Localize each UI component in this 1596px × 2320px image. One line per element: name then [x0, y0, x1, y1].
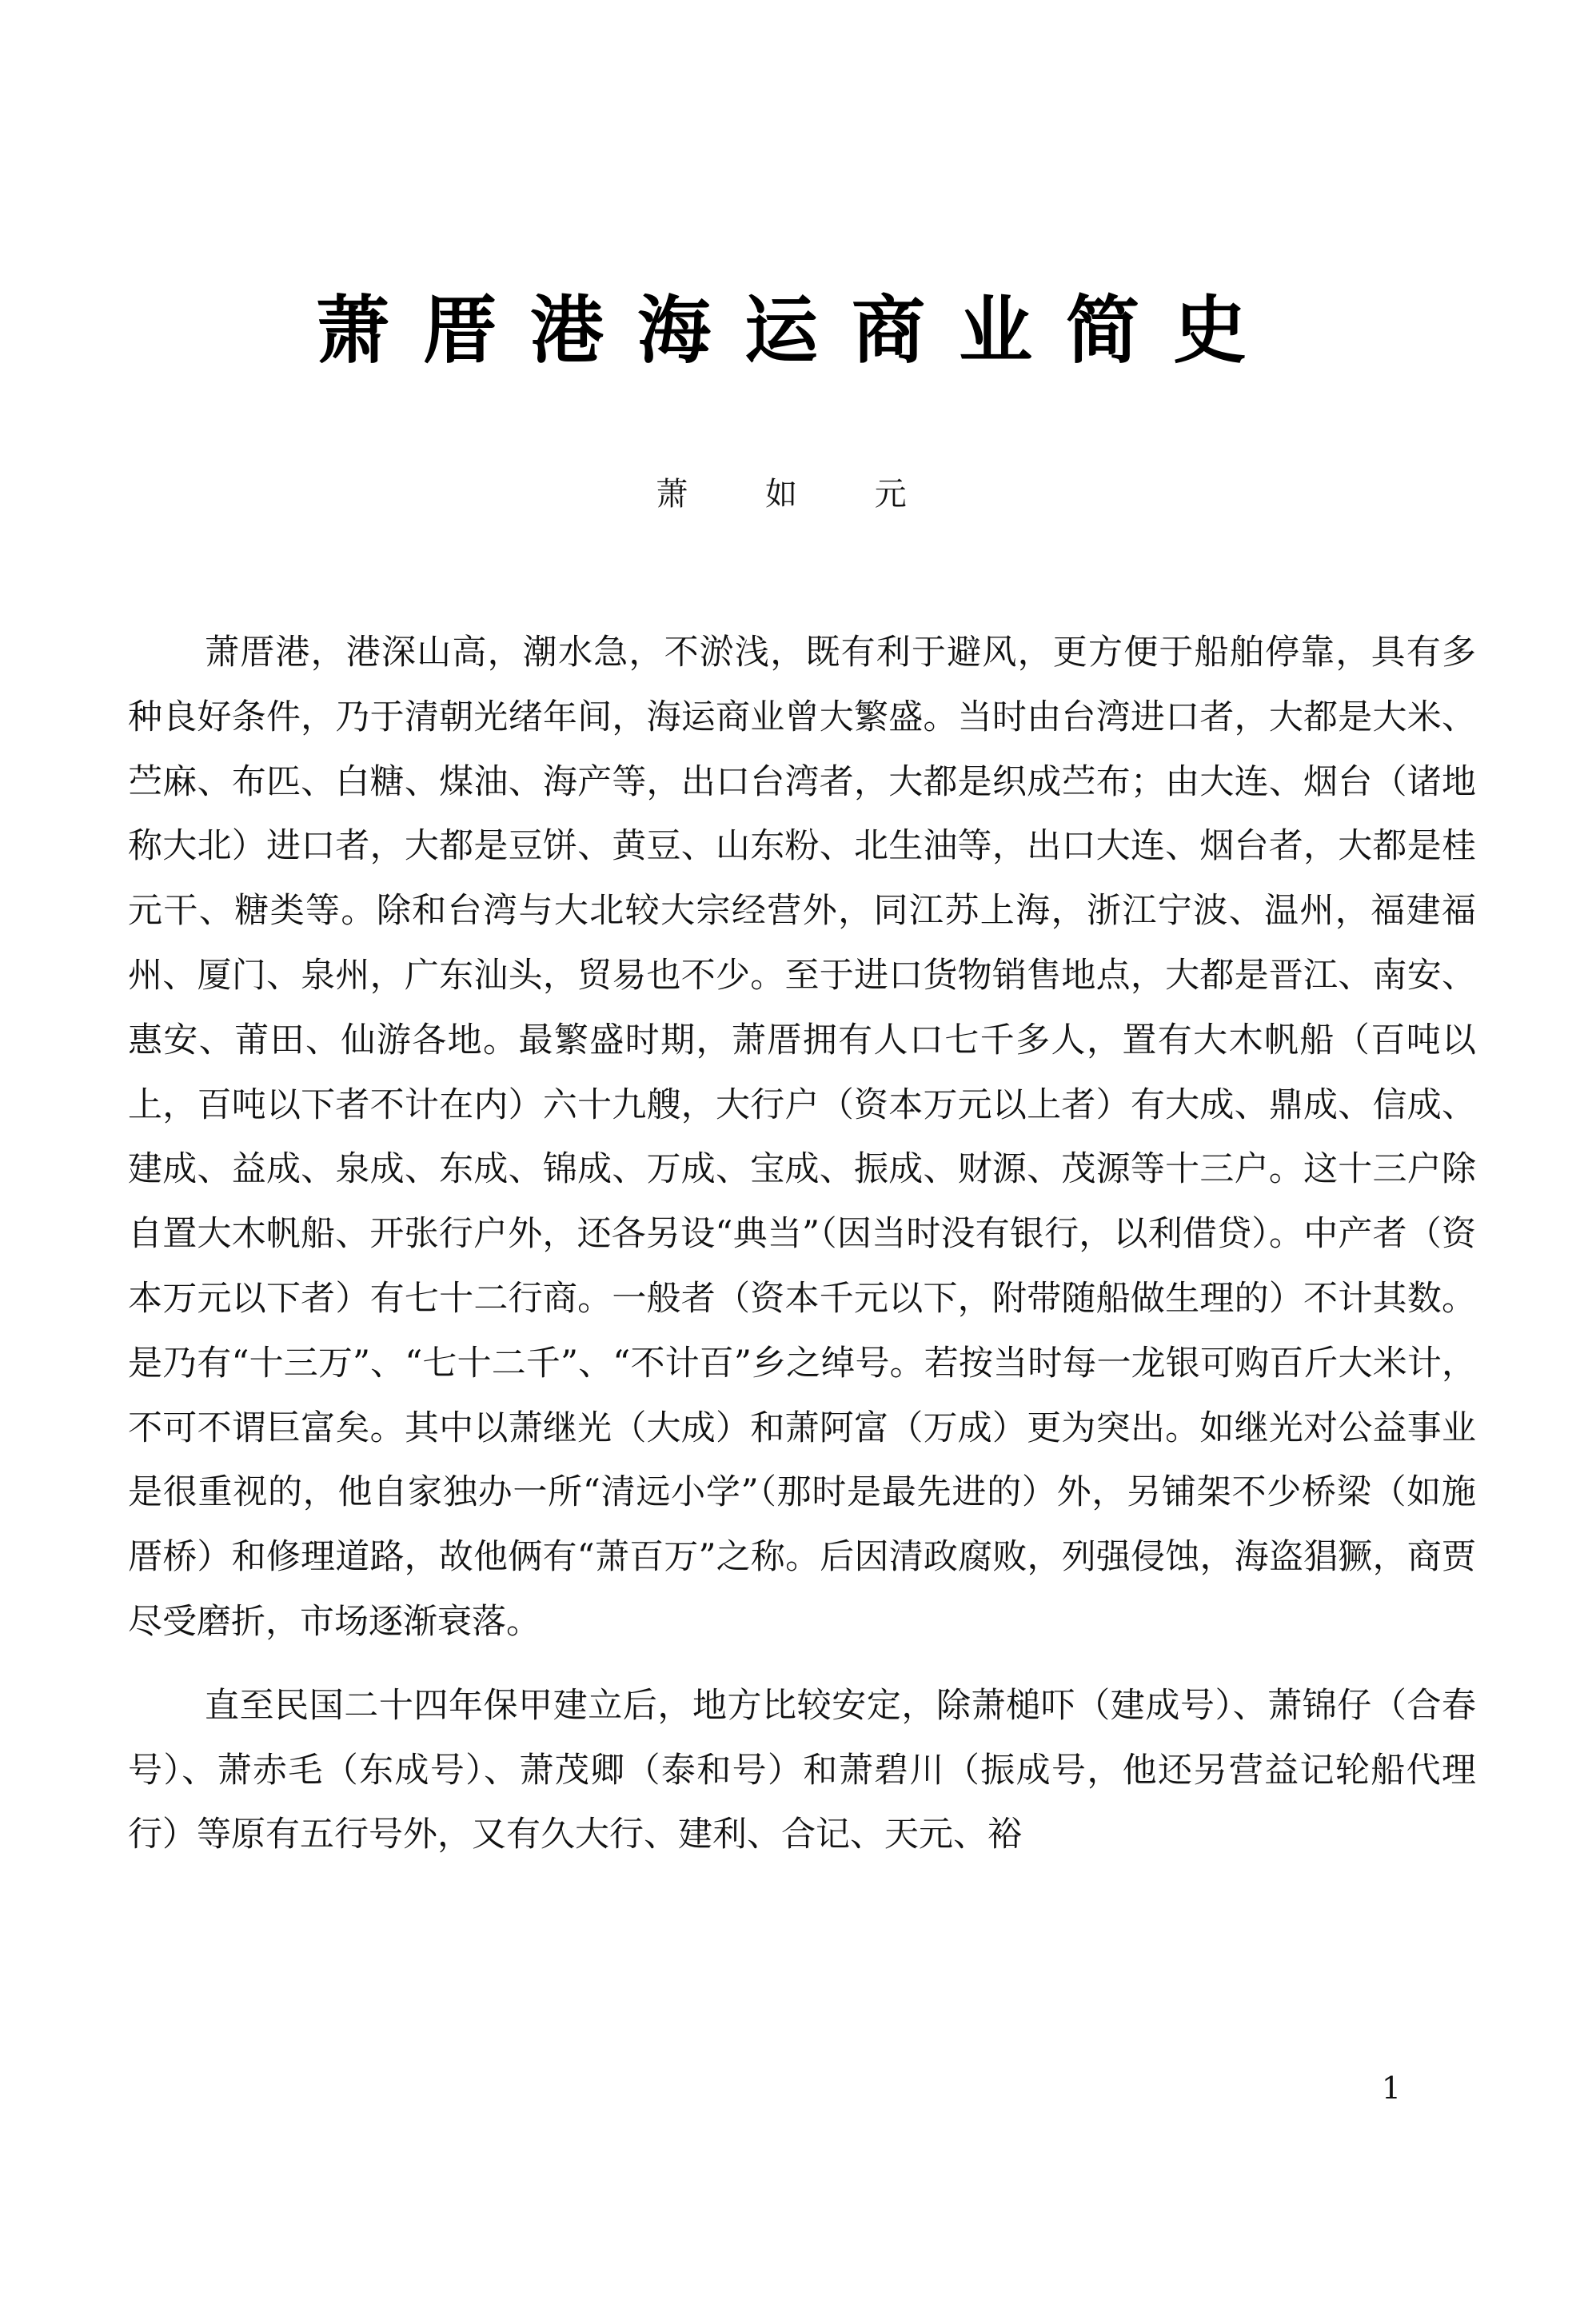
- article-author: 萧 如 元: [656, 476, 940, 513]
- article-title: 萧厝港海运商业简史: [315, 288, 1280, 373]
- article-body: [128, 621, 1476, 1867]
- paragraph-2: 直至民国二十四年保甲建立后，地方比较安定，除萧槌吓（建成号）、萧锦仔（合春号）、萧赤毛（东成号）、萧茂卿（泰和号）和萧碧川（振成号，他还另营益记轮船代理行）等原有五行号外，又有久大行、建利、合记、天元、裕: [128, 1685, 1476, 1855]
- paragraph-1: 萧厝港，港深山高，潮水急，不淤浅，既有利于避风，更方便于船舶停靠，具有多种良好条件，乃于清朝光绪年间，海运商业曾大繁盛。当时由台湾进口者，大都是大米、苎麻、布匹、白糖、煤油、海产等，出口台湾者，大都是织成苎布；由大连、烟台（诸地称大北）进口者，大都是豆饼、黄豆、山东粉、北生油等，出口大连、烟台者，大都是桂元干、糖类等。除和台湾与大北较大宗经营外，同江苏上海，浙江宁波、温州，福建福州、厦门、泉州，广东汕头，贸易也不少。至于进口货物销售地点，大都是晋江、南安、惠安、莆田、仙游各地。最繁盛时期，萧厝拥有人口七千多人，置有大木帆船（百吨以上，百吨以下者不计在内）六十九艘，大行户（资本万元以上者）有大成、鼎成、信成、建成、益成、泉成、东成、锦成、万成、宝成、振成、财源、茂源等十三户。这十三户除自置大木帆船、开张行户外，还各另设“典当”（因当时没有银行，以利借贷）。中产者（资本万元以下者）有七十二行商。一般者（资本千元以下，附带随船做生理的）不计其数。是乃有“十三万”、“七十二千”、“不计百”乡之绰号。若按当时每一龙银可购百斤大米计，不可不谓巨富矣。其中以萧继光（大成）和萧阿富（万成）更为突出。如继光对公益事业是很重视的，他自家独办一所“清远小学”（那时是最先进的）外，另铺架不少桥梁（如施厝桥）和修理道路，故他俩有“萧百万”之称。后因清政腐败，列强侵蚀，海盗猖獗，商贾尽受磨折，市场逐渐衰落。: [128, 633, 1476, 1642]
- page-number: 1: [1381, 2070, 1402, 2106]
